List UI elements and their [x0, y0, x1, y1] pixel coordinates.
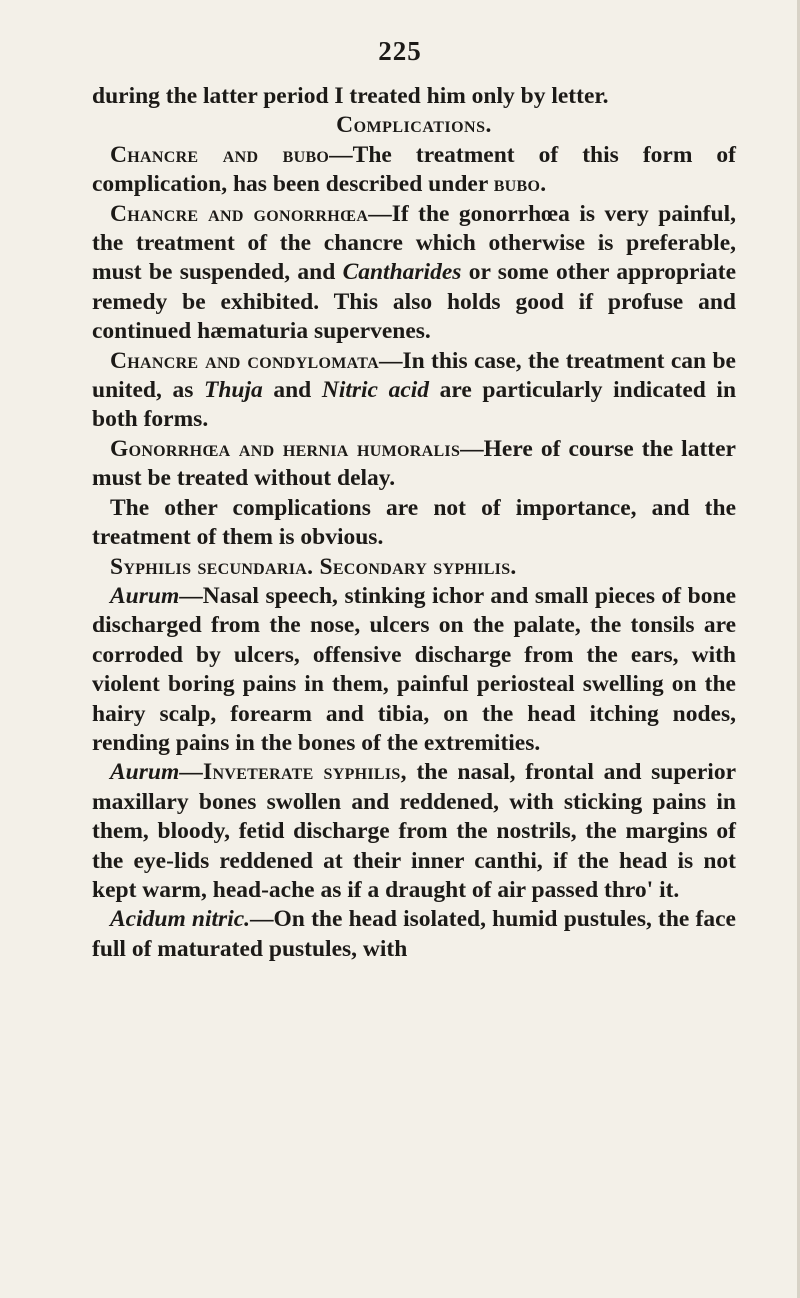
paragraph-aurum-1: [92, 582, 736, 758]
section-heading: Complications.: [336, 112, 492, 139]
entry-heading: Chancre and condylomata: [110, 347, 379, 374]
paragraph-text: the nasal, frontal and superior maxillary bones swollen and reddened, with sticking pains in them, bloody, fetid discharge from the nostrils, the margins of the eye-lids reddened at their inner canthi, if the head is not kept warm, head-ache as if a draught of air passed thro' it.: [92, 759, 736, 903]
paragraph-gonorrhoea-hernia: [92, 435, 736, 494]
entry-heading: Gonorrhœa and hernia humoralis: [110, 435, 461, 462]
paragraph-text: —If the gonorrhœa is very painful, the treatment of the chancre which otherwise is preferable, must be suspended, and: [92, 200, 736, 286]
subsection-heading: Syphilis secundaria. Secondary syphilis.: [110, 553, 517, 580]
cross-reference: bubo.: [493, 171, 547, 198]
remedy-name: Aurum: [110, 582, 180, 609]
paragraph-chancre-gonorrhoea: [92, 200, 736, 347]
paragraph-acidum-nitric: [92, 905, 736, 964]
paragraph-text: are particularly indicated in both forms.: [92, 377, 737, 433]
remedy-name: Acidum nitric.: [110, 906, 251, 933]
page-number: 225: [378, 36, 422, 66]
paragraph-chancre-bubo: [92, 141, 736, 200]
paragraph-text: during the latter period I treated him only by letter.: [92, 83, 609, 109]
remedy-name: Thuja: [203, 377, 263, 404]
paragraph-text: —Here of course the latter must be treated without delay.: [92, 435, 736, 492]
paragraph-chancre-condylomata: [92, 347, 736, 435]
paragraph-text: —In this case, the treatment can be united, as: [92, 347, 736, 404]
paragraph-text: and: [262, 377, 322, 404]
paragraph-text: —Nasal speech, stinking ichor and small pieces of bone discharged from the nose, ulcers on the palate, the tonsils are corroded by ulcers, offensive discharge from the ears, with violent boring pains in them, painful periosteal swelling on the hairy scalp, forearm and tibia, on the head itching nodes, rending pains in the bones of the extremities.: [92, 582, 736, 756]
paragraph-other-complications: [92, 494, 736, 553]
remedy-name: Cantharides: [342, 259, 462, 286]
entry-heading: Chancre and bubo: [110, 141, 330, 168]
remedy-name: Nitric acid: [321, 377, 430, 404]
page-text: [92, 82, 736, 964]
paragraph-text: The other complications are not of importance, and the treatment of them is obvious.: [92, 494, 736, 551]
paragraph-text: —On the head isolated, humid pustules, the face full of maturated pustules, with: [92, 906, 736, 962]
paragraph-continuation: [92, 82, 736, 111]
remedy-name: Aurum: [110, 759, 180, 786]
paragraph-aurum-2: [92, 758, 736, 905]
paragraph-text: —The treatment of this form of complication, has been described under: [92, 141, 736, 198]
paragraph-text: or some other appropriate remedy be exhibited. This also holds good if profuse and continued hæmaturia supervenes.: [92, 259, 736, 345]
entry-heading: —Inveterate syphilis,: [179, 759, 407, 786]
entry-heading: Chancre and gonorrhœa: [110, 200, 369, 227]
